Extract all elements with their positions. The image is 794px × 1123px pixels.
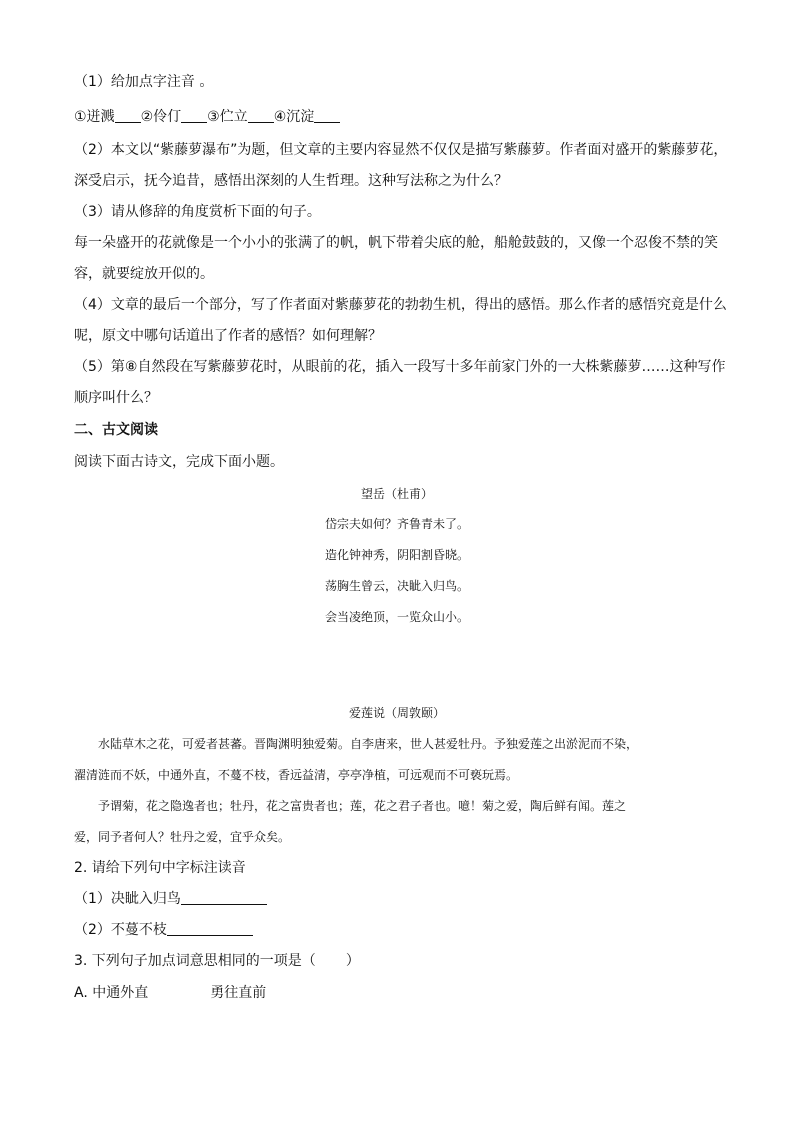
essay-para2-line1: 予谓菊，花之隐逸者也；牡丹，花之富贵者也；莲，花之君子者也。噫！菊之爱，陶后鲜有闻。莲之 xyxy=(98,799,627,813)
q2-item-1-text: （1）决眦入归鸟 xyxy=(74,891,181,907)
item-1-label: ①迸溅 xyxy=(74,109,115,125)
item-4-label: ④沉淀 xyxy=(273,109,315,125)
q2-item-2 xyxy=(74,920,734,940)
answer-blank-2[interactable] xyxy=(181,108,207,123)
essay-para1-line2: 濯清涟而不妖，中通外直，不蔓不枝，香远益清，亭亭净植，可远观而不可亵玩焉。 xyxy=(74,768,519,782)
q1-part5-line1: （5）第⑧自然段在写紫藤萝花时，从眼前的花，插入一段写十多年前家门外的一大株紫藤萝……这种写作 xyxy=(74,359,726,375)
q1-part4-line1: （4）文章的最后一个部分，写了作者面对紫藤萝花的勃勃生机，得出的感悟。那么作者的感悟究竟是什么 xyxy=(74,297,727,313)
option-a-right: 勇往直前 xyxy=(210,985,267,1001)
section-heading: 二、古文阅读 xyxy=(74,422,158,438)
q2-stem: 2. 请给下列句中字标注读音 xyxy=(74,860,246,876)
poem-line-3: 荡胸生曾云，决眦入归鸟。 xyxy=(324,579,469,593)
q2-item-1 xyxy=(74,889,734,909)
option-a-left: 中通外直 xyxy=(92,985,149,1001)
answer-blank-q2-1[interactable] xyxy=(181,890,267,905)
item-2-label: ②伶仃 xyxy=(140,109,182,125)
option-a-label: A. xyxy=(74,985,88,1001)
essay-para1-line1: 水陆草木之花，可爱者甚蕃。晋陶渊明独爱菊。自李唐来，世人甚爱牡丹。予独爱莲之出淤泥而不染， xyxy=(98,737,639,751)
q1-part4-line2: 呢，原文中哪句话道出了作者的感悟？如何理解？ xyxy=(74,328,382,344)
essay-para2-line2: 爱，同予者何人？牡丹之爱，宜乎众矣。 xyxy=(74,830,291,844)
q2-item-2-text: （2）不蔓不枝 xyxy=(74,922,167,938)
q3-stem-close: ） xyxy=(345,953,360,969)
item-3-label: ③伫立 xyxy=(207,109,248,125)
q1-part5-line2: 顺序叫什么？ xyxy=(74,390,158,406)
section-intro: 阅读下面古诗文，完成下面小题。 xyxy=(74,454,284,470)
q1-part2-line2: 深受启示，抚今追昔，感悟出深刻的人生哲理。这种写法称之为什么？ xyxy=(74,173,508,189)
q1-part2-line1: （2）本文以“紫藤萝瀑布”为题，但文章的主要内容显然不仅仅是描写紫藤萝。作者面对盛开的紫藤萝花， xyxy=(74,142,728,158)
answer-blank-1[interactable] xyxy=(115,108,141,123)
poem-line-4: 会当凌绝顶，一览众山小。 xyxy=(324,610,469,624)
q1-part1-items xyxy=(74,107,734,127)
poem-line-1: 岱宗夫如何？齐鲁青未了。 xyxy=(324,517,469,531)
q1-part3-quote-line2: 容，就要绽放开似的。 xyxy=(74,266,214,282)
q3-stem xyxy=(74,951,734,971)
essay-title: 爱莲说（周敦颐） xyxy=(348,706,445,720)
q3-stem-text: 3. 下列句子加点词意思相同的一项是（ xyxy=(74,953,316,969)
answer-blank-4[interactable] xyxy=(314,108,340,123)
poem-line-2: 造化钟神秀，阴阳割昏晓。 xyxy=(324,548,469,562)
q3-option-a[interactable] xyxy=(74,983,734,1003)
q1-part3-prompt: （3）请从修辞的角度赏析下面的句子。 xyxy=(74,204,321,220)
answer-blank-3[interactable] xyxy=(248,108,274,123)
poem-title: 望岳（杜甫） xyxy=(360,487,433,501)
answer-blank-q2-2[interactable] xyxy=(167,921,253,936)
q1-part3-quote-line1: 每一朵盛开的花就像是一个小小的张满了的帆，帆下带着尖底的舱，船舱鼓鼓的，又像一个忍俊不禁的笑 xyxy=(74,235,718,251)
q1-part1-prompt: （1）给加点字注音 。 xyxy=(74,74,214,90)
